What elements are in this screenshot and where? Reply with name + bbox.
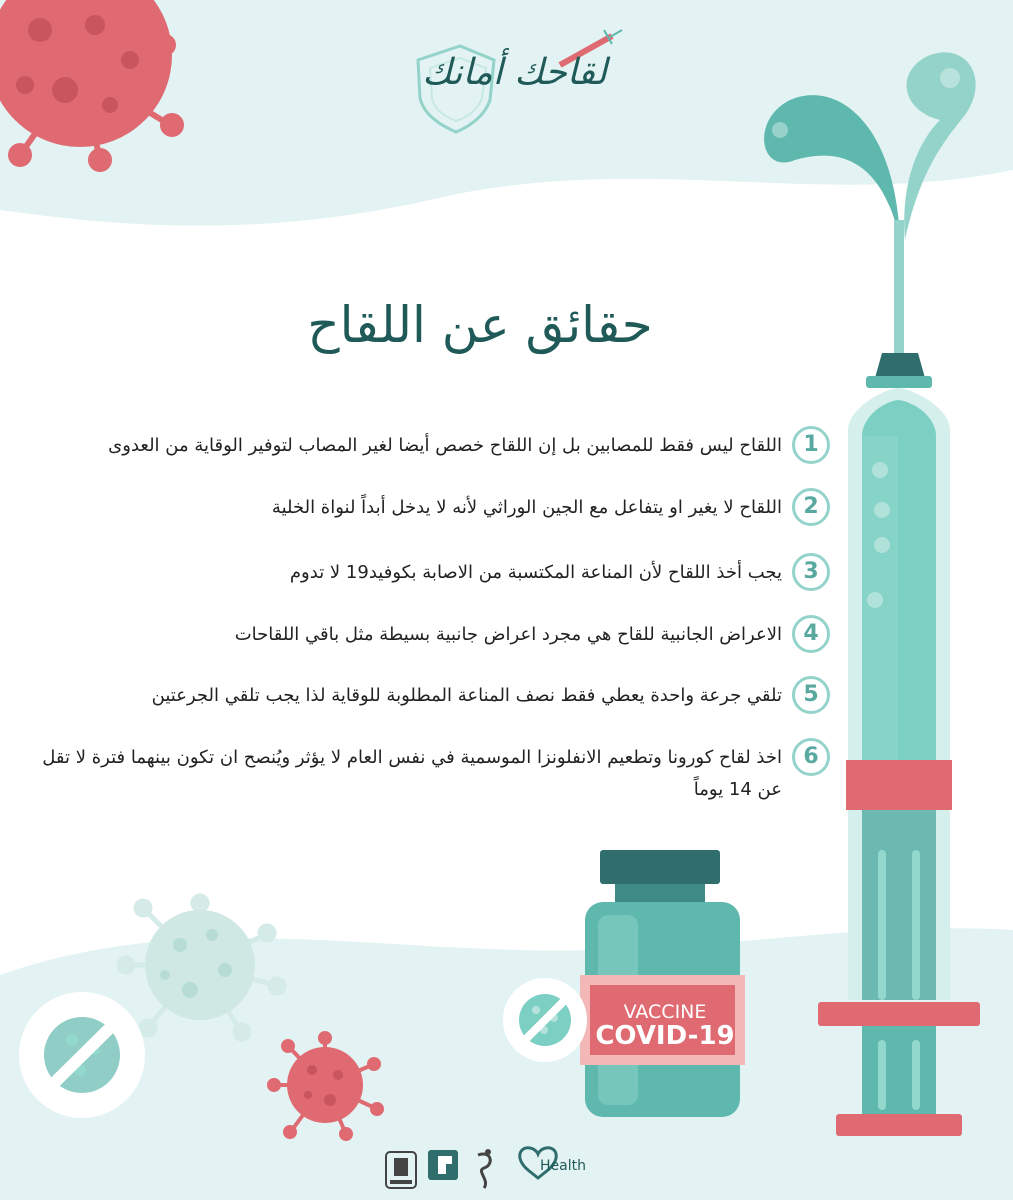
fact-number-badge: 2 (792, 488, 830, 526)
fact-text: الاعراض الجانبية للقاح هي مجرد اعراض جانبية بسيطة مثل باقي اللقاحات (234, 624, 782, 645)
vaccine-label-line2: COVID-19 (595, 1021, 735, 1051)
fact-number-badge: 6 (792, 738, 830, 776)
fact-item-3 (20, 553, 830, 591)
fact-text: تلقي جرعة واحدة يعطي فقط نصف المناعة المطلوبة للوقاية لذا يجب تلقي الجرعتين (151, 685, 782, 706)
no-virus-sign-vial-icon (503, 978, 587, 1062)
fact-number-badge: 5 (792, 676, 830, 714)
fact-text: اللقاح لا يغير او يتفاعل مع الجين الوراثي لأنه لا يدخل أبداً لنواة الخلية (271, 497, 782, 518)
page-title: حقائق عن اللقاح (307, 296, 653, 354)
fact-number-badge: 4 (792, 615, 830, 653)
vaccine-vial-illustration (580, 850, 745, 1117)
health-logo-text: Health (540, 1158, 586, 1174)
fact-text: اخذ لقاح كورونا وتطعيم الانفلونزا الموسمية في نفس العام لا يؤثر ويُنصح ان تكون بينهما فترة لا تقل عن 14 يوماً (42, 747, 782, 800)
fact-text: اللقاح ليس فقط للمصابين بل إن اللقاح خصص أيضا لغير المصاب لتوفير الوقاية من العدوى (108, 435, 782, 456)
fact-item-1 (20, 426, 830, 464)
fact-item-4 (20, 615, 830, 653)
fact-text: يجب أخذ اللقاح لأن المناعة المكتسبة من الاصابة بكوفيد19 لا تدوم (289, 562, 782, 583)
fact-item-6 (20, 738, 830, 806)
fact-number-badge: 1 (792, 426, 830, 464)
no-virus-sign-left-icon (20, 993, 144, 1117)
ph-informatics-logo-icon (428, 1150, 458, 1180)
campaign-logo-text: لقاحك أمانك (422, 52, 607, 93)
fact-number-badge: 3 (792, 553, 830, 591)
vaccine-label-line1: VACCINE (623, 1001, 707, 1023)
fact-item-5 (20, 676, 830, 714)
fact-item-2 (20, 488, 830, 526)
